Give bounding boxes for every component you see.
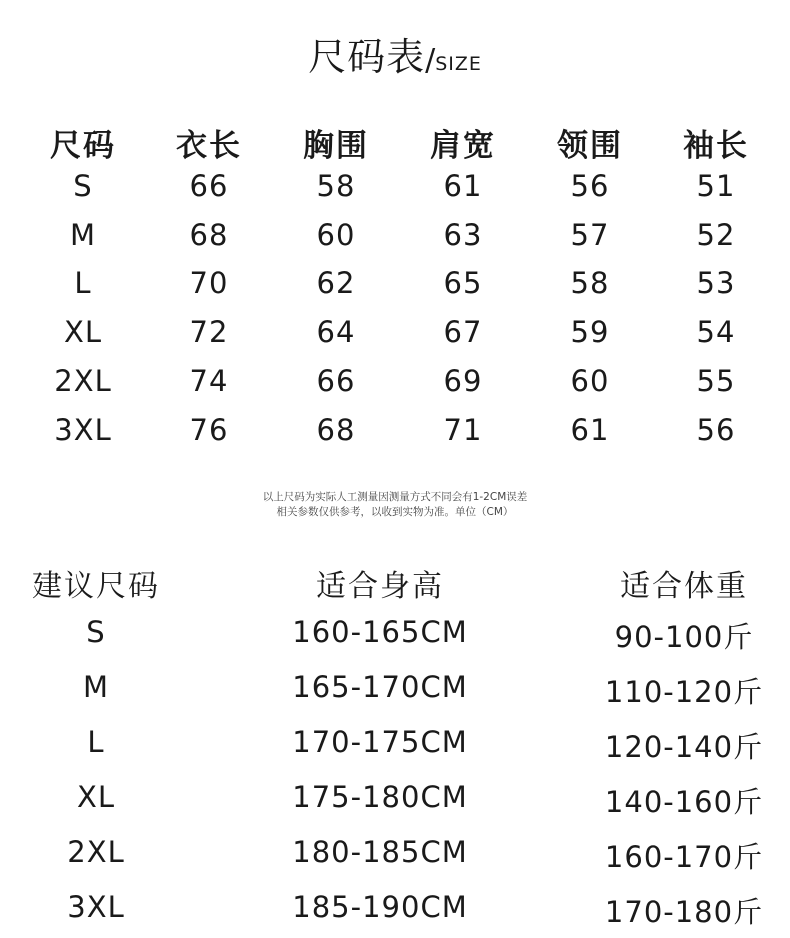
size-table-cell: 68	[189, 218, 229, 252]
recommend-table-cell: XL	[76, 780, 116, 814]
recommend-table-cell: 110-120斤	[604, 675, 764, 709]
size-table-cell: 63	[443, 218, 483, 252]
size-table-cell: 59	[570, 315, 610, 349]
size-table-cell: 60	[316, 218, 356, 252]
title-sub: SIZE	[435, 53, 482, 75]
size-table-cell: 67	[443, 315, 483, 349]
size-table-cell: 61	[443, 169, 483, 203]
recommend-table-cell: 165-170CM	[292, 670, 468, 704]
size-table-cell: 60	[570, 364, 610, 398]
size-table-cell: L	[74, 266, 92, 300]
size-table-cell: 74	[189, 364, 229, 398]
recommend-table-cell: 185-190CM	[292, 890, 468, 924]
size-table-cell: 62	[316, 266, 356, 300]
size-table-header: 袖长	[683, 128, 749, 164]
note-line-2: 相关参数仅供参考，以收到实物为准。单位（CM）	[276, 506, 514, 518]
size-table-cell: 55	[696, 364, 736, 398]
recommend-table-cell: 160-165CM	[292, 615, 468, 649]
page-title	[0, 26, 790, 81]
size-table-cell: 68	[316, 413, 356, 447]
size-table-cell: 51	[696, 169, 736, 203]
size-table-header: 衣长	[176, 128, 242, 164]
recommend-table-cell: M	[82, 670, 110, 704]
size-table-cell: 56	[696, 413, 736, 447]
size-table-cell: 58	[570, 266, 610, 300]
size-table-header: 领围	[557, 128, 623, 164]
size-table-cell: 66	[189, 169, 229, 203]
size-table-cell: 58	[316, 169, 356, 203]
size-table-cell: 71	[443, 413, 483, 447]
recommend-table-cell: S	[86, 615, 106, 649]
size-table-header: 尺码	[50, 128, 116, 164]
recommend-table-header: 适合体重	[620, 569, 748, 604]
size-table-cell: 65	[443, 266, 483, 300]
recommend-table-cell: 160-170斤	[604, 840, 764, 874]
size-table-cell: 3XL	[54, 413, 112, 447]
note-line-1: 以上尺码为实际人工测量因测量方式不同会有1-2CM误差	[262, 491, 528, 503]
title-slash: /	[425, 43, 436, 78]
recommend-table-cell: 170-175CM	[292, 725, 468, 759]
size-table-header: 胸围	[303, 128, 369, 164]
size-table-cell: 54	[696, 315, 736, 349]
size-table-cell: S	[73, 169, 93, 203]
recommend-table-header: 建议尺码	[32, 569, 160, 604]
size-table-cell: 66	[316, 364, 356, 398]
size-table-cell: 52	[696, 218, 736, 252]
size-table-cell: 72	[189, 315, 229, 349]
recommend-table-cell: 90-100斤	[614, 620, 754, 654]
recommend-table-cell: 140-160斤	[604, 785, 764, 819]
recommend-table-cell: 120-140斤	[604, 730, 764, 764]
size-table-cell: 53	[696, 266, 736, 300]
size-table-cell: 57	[570, 218, 610, 252]
size-table-cell: XL	[63, 315, 103, 349]
size-table-cell: M	[69, 218, 97, 252]
size-table-cell: 70	[189, 266, 229, 300]
recommend-table-cell: 180-185CM	[292, 835, 468, 869]
size-table-cell: 56	[570, 169, 610, 203]
size-table-header: 肩宽	[430, 128, 496, 164]
title-main: 尺码表	[308, 35, 426, 79]
recommend-table-cell: 170-180斤	[604, 895, 764, 929]
size-table-cell: 2XL	[54, 364, 112, 398]
recommend-table-cell: 175-180CM	[292, 780, 468, 814]
size-table-cell: 61	[570, 413, 610, 447]
size-table-cell: 76	[189, 413, 229, 447]
recommend-table-header: 适合身高	[316, 569, 444, 604]
size-table-cell: 69	[443, 364, 483, 398]
recommend-table-cell: L	[87, 725, 105, 759]
size-table-cell: 64	[316, 315, 356, 349]
recommend-table-cell: 2XL	[67, 835, 125, 869]
recommend-table-cell: 3XL	[67, 890, 125, 924]
